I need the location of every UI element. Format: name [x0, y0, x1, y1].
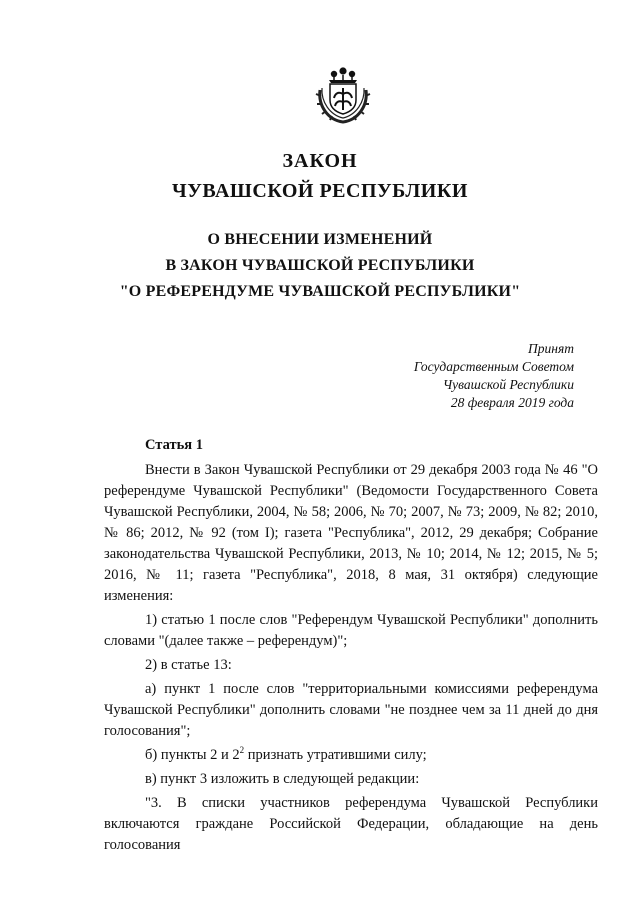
subitem-text: признать утратившими силу; — [244, 747, 427, 763]
adoption-date: 28 февраля 2019 года — [450, 395, 574, 410]
article-heading: Статья 1 — [145, 437, 203, 453]
adoption-line: Чувашской Республики — [442, 377, 574, 392]
adoption-line: Государственным Советом — [413, 359, 574, 374]
subitem-text: б) пункты 2 и 2 — [145, 747, 240, 763]
amendment-item: 2) в статье 13: — [145, 657, 232, 673]
adoption-note — [414, 340, 574, 412]
article-intro: Внести в Закон Чувашской Республики от 29 декабря 2003 года № 46 "О референдуме Чувашской Республики" (Ведомости Государственного Совета Чувашской Республики, 2004, № 58; 2006, № 70; 2007, № 73; 2009, № 82; 2010, № 86; 2012, № 92 (том I); газета "Республика", 2012, 29 декабря; Собрание законодательства Чувашской Республики, 2013, № 10; 2014, № 12; 2015, № 5; 2016, № 11; газета "Республика", 2018, 8 мая, 31 октября) следующие изменения: — [104, 462, 598, 604]
law-subtitle-line3: "О РЕФЕРЕНДУМЕ ЧУВАШСКОЙ РЕСПУБЛИКИ" — [119, 283, 521, 300]
superscript: 2 — [239, 745, 245, 756]
law-title: ЗАКОН — [282, 150, 358, 172]
law-subtitle-line2: В ЗАКОН ЧУВАШСКОЙ РЕСПУБЛИКИ — [165, 257, 475, 274]
law-subtitle-line1: О ВНЕСЕНИИ ИЗМЕНЕНИЙ — [207, 231, 433, 248]
coat-of-arms-emblem — [312, 60, 374, 126]
amendment-item: 1) статью 1 после слов "Референдум Чувашской Республики" дополнить словами "(далее также – референдум)"; — [104, 612, 598, 649]
adoption-line: Принят — [528, 341, 574, 356]
amendment-subitem: а) пункт 1 после слов "территориальными комиссиями референдума Чувашской Республики" дополнить словами "не позднее чем за 11 дней до дня голосования"; — [104, 681, 598, 739]
article-body — [104, 460, 598, 856]
law-title-republic: ЧУВАШСКОЙ РЕСПУБЛИКИ — [172, 180, 468, 202]
amendment-quote: "3. В списки участников референдума Чувашской Республики включаются граждане Российской Федерации, обладающие на день голосования — [104, 795, 598, 853]
amendment-subitem: в) пункт 3 изложить в следующей редакции: — [145, 771, 420, 787]
amendment-subitem — [104, 745, 598, 766]
